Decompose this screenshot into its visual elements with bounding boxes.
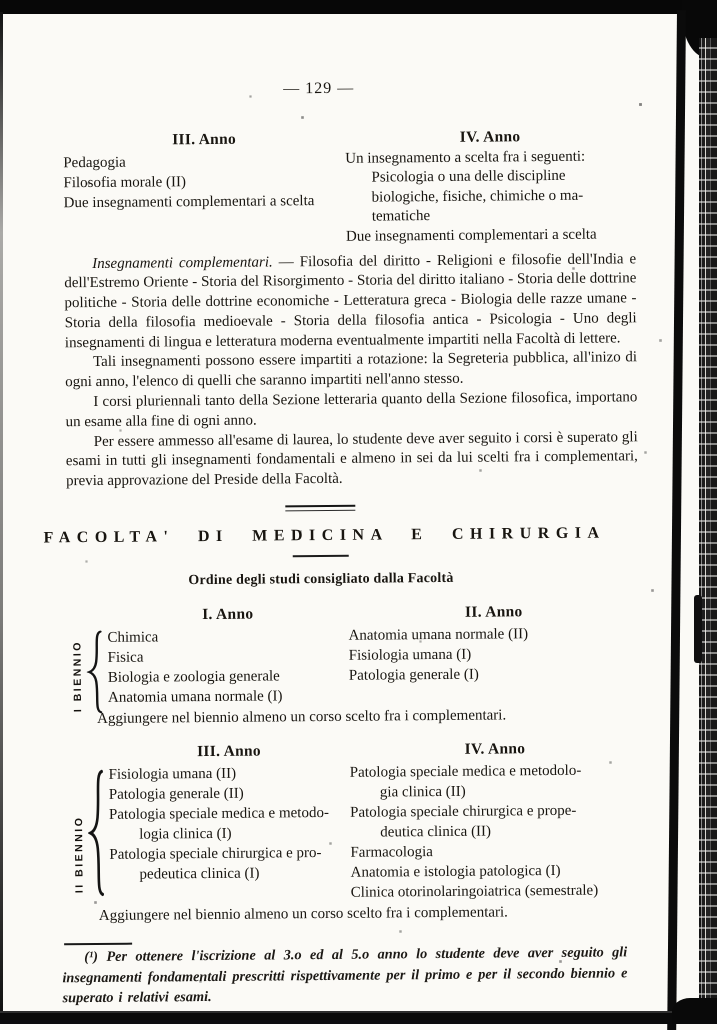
anno-iv-med-heading: IV. Anno [464, 740, 526, 758]
anno-iv-column [345, 126, 636, 246]
anno-i-column [107, 604, 349, 708]
course-item: Fisica [107, 649, 144, 666]
anno-iii-med-heading: III. Anno [196, 742, 261, 761]
course-item: Pedagogia [63, 154, 126, 172]
section-divider [285, 505, 355, 512]
scan-page-edges-texture [699, 38, 717, 1015]
scan-bottom-edge [0, 1011, 717, 1024]
biennio-1-label: I BIENNIO [71, 640, 85, 713]
course-item: Anatomia e istologia patologica (I) [350, 863, 561, 881]
scan-binding-stripe [667, 10, 686, 1030]
paragraph-esame-laurea: Per essere ammesso all'esame di laurea, lo studente deve aver seguito i corsi è superato gli esami in tutti gli insegnamenti fondamentali e almeno in sei da lui scelti fra i complementari, previa approvazione del Preside della Facoltà. [65, 428, 638, 490]
anno-iii-med-course-list [109, 763, 351, 885]
course-item: Patologia speciale chirurgica e prope- deutica clinica (II) [350, 802, 577, 841]
biennio-2-columns [108, 738, 641, 905]
scan-left-edge [0, 12, 3, 1016]
paragraph-complementari [64, 250, 637, 354]
anno-iv-heading: IV. Anno [459, 128, 521, 146]
filosofia-years-section [63, 126, 636, 248]
footnote-text: (¹) Per ottenere l'iscrizione al 3.o ed al 5.o anno lo studente deve aver seguito gli insegnamenti fondamentali prescritti rispettivamente per il primo e per il secondo biennio e superato i relativi esami. [62, 944, 628, 1007]
faculty-subtitle: Ordine degli studi consigliato dalla Facoltà [188, 570, 454, 589]
anno-iv-med-course-list [350, 760, 642, 903]
paragraph-lead-italic: Insegnamenti complementari. [92, 253, 273, 272]
title-divider [293, 555, 349, 557]
paragraph-rotazione: Tali insegnamenti possono essere impartiti a rotazione: la Segreteria pubblica, all'inizo di ogni anno, l'elenco di quelli che saranno impartiti nell'anno stesso. [65, 349, 638, 391]
anno-iii-course-list [63, 151, 346, 213]
paragraph-corsi-pluriennali: I corsi pluriennali tanto della Sezione letteraria quanto della Sezione filosofica, importano un esame alla fine di ogni anno. [65, 389, 638, 431]
course-item: Patologia generale (I) [348, 666, 479, 684]
course-item: Fisiologia umana (II) [108, 765, 237, 783]
biennio-2-section [68, 738, 642, 926]
page-number: — 129 — [283, 79, 355, 98]
left-brace-icon [86, 630, 103, 714]
anno-iv-intro: Un insegnamento a scelta fra i seguenti: [345, 148, 586, 167]
course-item: Clinica otorinolaringoiatrica (semestrale) [350, 882, 599, 901]
course-item: Biologia e zoologia generale [107, 668, 280, 686]
biennio-2-label: II BIENNIO [72, 815, 86, 894]
anno-iii-column [63, 129, 346, 249]
faculty-title: FACOLTA' DI MEDICINA E CHIRURGIA [43, 524, 606, 547]
paragraph-complementari-text: — Filosofia del diritto - Religioni e filosofie dell'India e dell'Estremo Oriente - Storia del Risorgimento - Storia del diritto italiano - Storia delle dottrine politiche - Storia delle dottrine economiche - Letteratura greca - Biologia delle razze umane - Storia della filosofia medioevale - Storia della filosofia antica - Psicologia - Uno degli insegnamenti di lingua e letteratura moderna eventualmente impartiti nella Facoltà di lettere. [64, 250, 637, 351]
biennio-2-note: Aggiungere nel biennio almeno un corso scelto fra i complementari. [98, 904, 508, 925]
scan-corner-bottom-right [672, 998, 717, 1024]
anno-iv-med-column [349, 738, 641, 903]
scan-noise-specks [0, 0, 1, 1]
body-paragraphs [64, 250, 638, 493]
anno-i-heading: I. Anno [202, 605, 254, 624]
anno-iv-choice-list: Psicologia o una delle discipline biologiche, fisiche, chimiche o ma- tematiche [371, 167, 584, 225]
course-item: Due insegnamenti complementari a scelta [63, 193, 315, 212]
course-item: Filosofia morale (II) [63, 174, 187, 192]
course-item: Patologia generale (II) [108, 785, 244, 803]
anno-i-course-list [107, 626, 349, 708]
course-item: Anatomia umana normale (I) [107, 688, 283, 706]
biennio-1-section [67, 601, 640, 729]
left-brace-icon [88, 769, 105, 897]
course-item: Fisiologia umana (I) [348, 646, 472, 664]
footnote-divider [64, 943, 132, 946]
course-item: Chimica [107, 629, 159, 646]
course-item: Patologia speciale medica e metodo- logia clinica (I) [108, 805, 329, 843]
anno-iii-heading: III. Anno [172, 130, 237, 149]
course-item: Farmacologia [350, 844, 433, 861]
anno-iii-med-column [108, 741, 350, 905]
biennio-1-columns [107, 601, 640, 708]
scan-edge-blot [694, 595, 702, 663]
course-item: Patologia speciale chirurgica e pro- pedeutica clinica (I) [109, 845, 322, 883]
anno-ii-heading: II. Anno [464, 603, 523, 621]
anno-ii-column [348, 601, 640, 706]
anno-iv-extra: Due insegnamenti complementari a scelta [345, 226, 597, 245]
document-page [43, 9, 643, 1009]
course-item: Anatomia umana normale (II) [348, 626, 529, 644]
biennio-1-note: Aggiungere nel biennio almeno un corso scelto fra i complementari. [97, 707, 507, 728]
course-item: Patologia speciale medica e metodolo- gia clinica (II) [349, 762, 582, 801]
anno-ii-course-list [348, 623, 639, 686]
